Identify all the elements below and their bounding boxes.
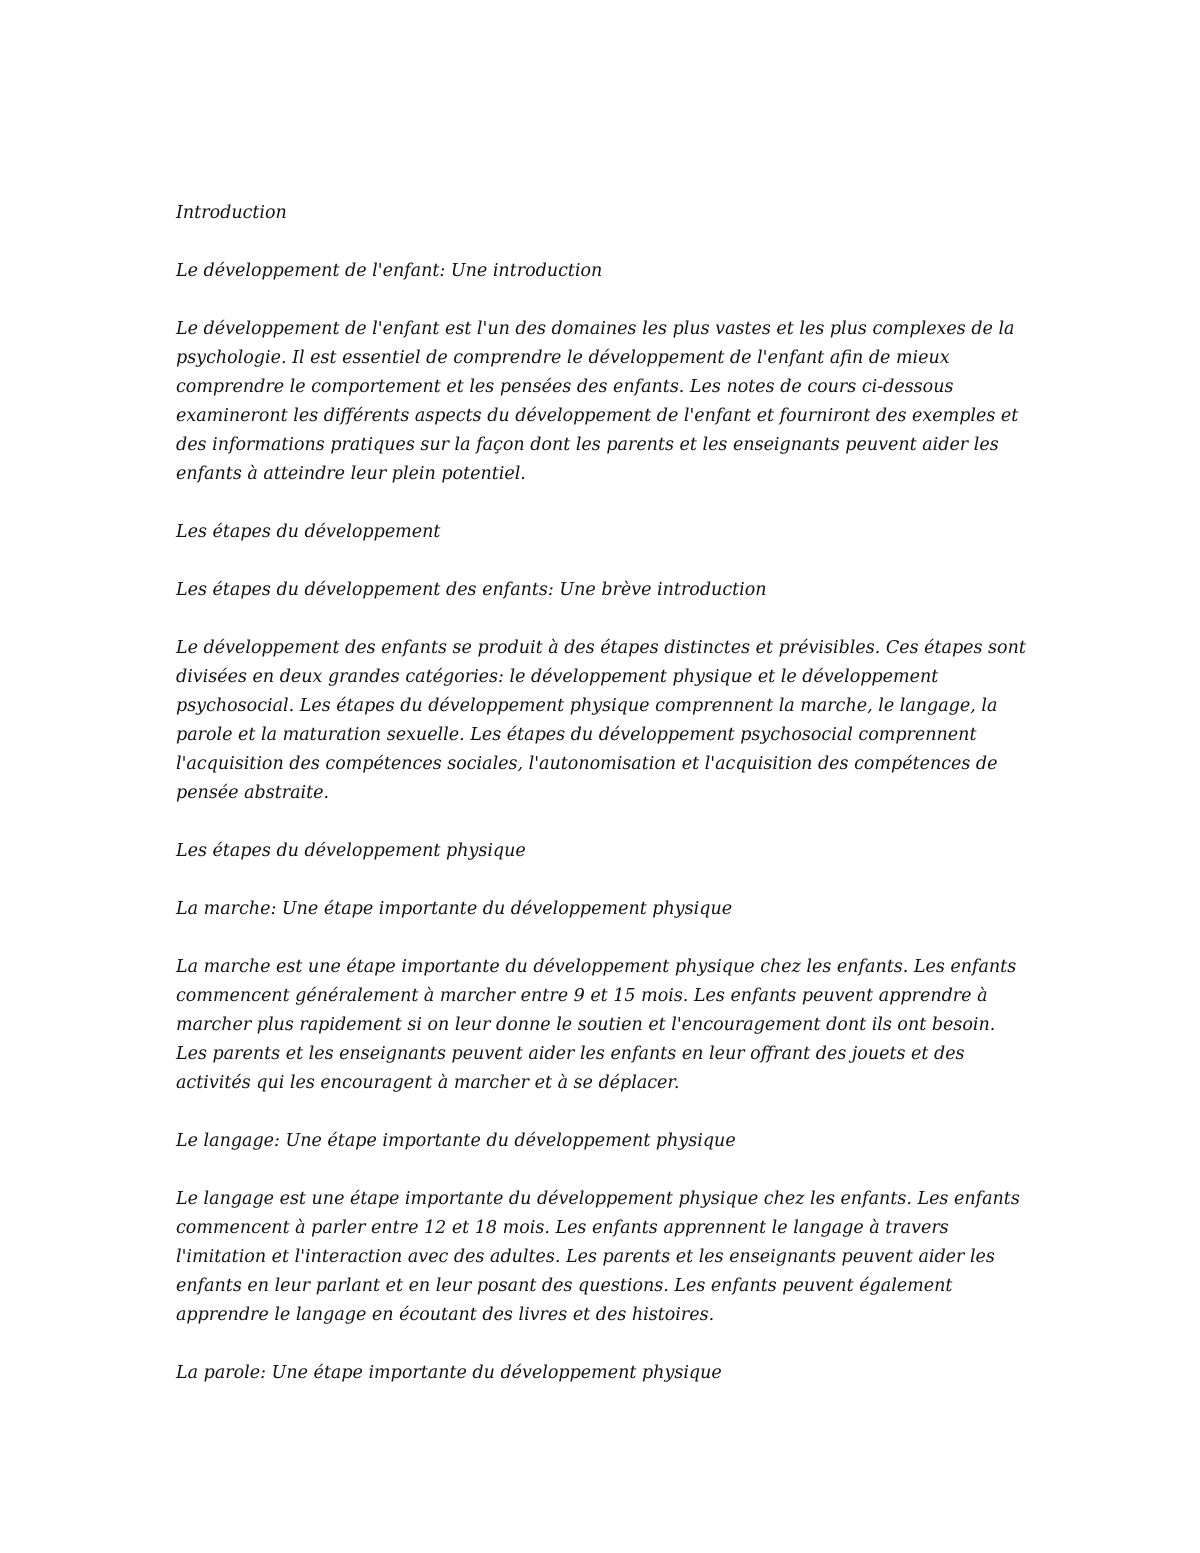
subheading-stages-brief-intro: Les étapes du développement des enfants: Une brève introduction [176,580,767,600]
subheading-walking: La marche: Une étape importante du développement physique [176,899,733,919]
section-heading-introduction: Introduction [176,203,287,223]
section-heading-development-stages: Les étapes du développement [176,522,441,542]
paragraph-child-development-intro: Le développement de l'enfant est l'un des domaines les plus vastes et les plus complexes de la psychologie. Il est essentiel de comprendre le développement de l'enfant afin de mieux comprendre le comportement et les pensées des enfants. Les notes de cours ci-dessous examineront les différents aspects du développement de l'enfant et fourniront des exemples et des informations pratiques sur la façon dont les parents et les enseignants peuvent aider les enfants à atteindre leur plein potentiel. [176,319,1019,484]
section-heading-physical-development: Les étapes du développement physique [176,841,526,861]
subheading-speech: La parole: Une étape importante du développement physique [176,1363,722,1383]
subheading-child-development-intro: Le développement de l'enfant: Une introduction [176,261,603,281]
subheading-language: Le langage: Une étape importante du développement physique [176,1131,736,1151]
paragraph-stages-brief-intro: Le développement des enfants se produit à des étapes distinctes et prévisibles. Ces étapes sont divisées en deux grandes catégories: le développement physique et le développement psychosocial. Les étapes du développement physique comprennent la marche, le langage, la parole et la maturation sexuelle. Les étapes du développement psychosocial comprennent l'acquisition des compétences sociales, l'autonomisation et l'acquisition des compétences de pensée abstraite. [176,638,1026,803]
paragraph-walking: La marche est une étape importante du développement physique chez les enfants. Les enfants commencent généralement à marcher entre 9 et 15 mois. Les enfants peuvent apprendre à marcher plus rapidement si on leur donne le soutien et l'encouragement dont ils ont besoin. Les parents et les enseignants peuvent aider les enfants en leur offrant des jouets et des activités qui les encouragent à marcher et à se déplacer. [176,957,1017,1093]
document-body [176,199,1026,1417]
paragraph-language: Le langage est une étape importante du développement physique chez les enfants. Les enfants commencent à parler entre 12 et 18 mois. Les enfants apprennent le langage à travers l'imitation et l'interaction avec des adultes. Les parents et les enseignants peuvent aider les enfants en leur parlant et en leur posant des questions. Les enfants peuvent également apprendre le langage en écoutant des livres et des histoires. [176,1189,1020,1325]
